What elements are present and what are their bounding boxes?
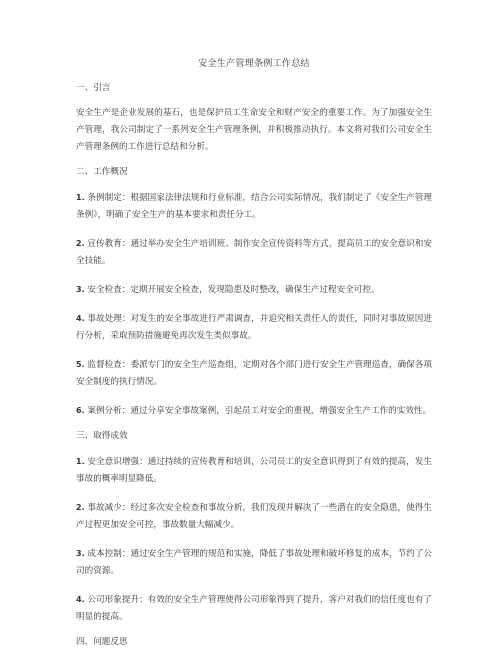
paragraph-text: 安全生产是企业发展的基石，也是保护员工生命安全和财产安全的重要工作。为了加强安全生产管理，我公司制定了一系列安全生产管理条例，并积极推动执行。本文将对我们公司安全生产管理条例的工作进行总结和分析。 <box>76 108 432 152</box>
paragraph-text: 安全意识增强：通过持续的宣传教育和培训，公司员工的安全意识得到了有效的提高，发生事故的概率明显降低。 <box>76 457 432 484</box>
paragraph-text: 监督检查：委派专门的安全生产巡查组，定期对各个部门进行安全生产管理巡查，确保各项安全制度的执行情况。 <box>76 360 432 387</box>
paragraph-text: 宣传教育：通过举办安全生产培训班、制作安全宣传资料等方式，提高员工的安全意识和安全技能。 <box>76 239 432 266</box>
list-item <box>76 499 432 534</box>
section-heading-results: 三、取得成效 <box>76 431 128 441</box>
list-item <box>76 453 432 488</box>
item-number: 5. <box>76 360 85 369</box>
item-number: 2. <box>76 239 85 248</box>
item-number: 4. <box>76 314 85 323</box>
item-number: 1. <box>76 193 85 202</box>
list-item <box>76 356 432 391</box>
paragraph-text: 成本控制：通过安全生产管理的规范和实施，降低了事故处理和破坏修复的成本，节约了公司的资源。 <box>76 549 432 576</box>
section-heading-overview: 二、工作概况 <box>76 167 128 177</box>
paragraph-text: 公司形象提升：有效的安全生产管理使得公司形象得到了提升，客户对我们的信任度也有了明显的提高。 <box>76 595 432 622</box>
list-item <box>76 281 432 299</box>
item-number: 3. <box>76 549 85 558</box>
list-item <box>76 545 432 580</box>
list-item <box>76 235 432 270</box>
section-heading-reflection: 四、问题反思 <box>76 637 128 647</box>
item-number: 6. <box>76 406 85 415</box>
list-item <box>76 402 432 420</box>
list-item <box>76 189 432 224</box>
section-heading-introduction: 一、引言 <box>76 83 111 93</box>
paragraph-text: 事故处理：对发生的安全事故进行严肃调查，并追究相关责任人的责任，同时对事故原因进行分析，采取预防措施避免再次发生类似事故。 <box>76 314 432 341</box>
list-item <box>76 310 432 345</box>
paragraph-text: 安全检查：定期开展安全检查，发现隐患及时整改，确保生产过程安全可控。 <box>87 285 380 295</box>
item-number: 4. <box>76 595 85 604</box>
paragraph-text: 条例制定：根据国家法律法规和行业标准，结合公司实际情况，我们制定了《安全生产管理条例》，明确了安全生产的基本要求和责任分工。 <box>76 193 432 220</box>
item-number: 1. <box>76 457 85 466</box>
paragraph-text: 案例分析：通过分享安全事故案例，引起员工对安全的重视，增强安全生产工作的实效性。 <box>87 406 432 416</box>
paragraph-text: 事故减少：经过多次安全检查和事故分析，我们发现并解决了一些潜在的安全隐患，使得生产过程更加安全可控，事故数量大幅减少。 <box>76 503 432 530</box>
item-number: 2. <box>76 503 85 512</box>
document-title: 安全生产管理条例工作总结 <box>198 59 310 69</box>
item-number: 3. <box>76 285 85 294</box>
paragraph-introduction <box>76 105 432 156</box>
list-item <box>76 591 432 626</box>
